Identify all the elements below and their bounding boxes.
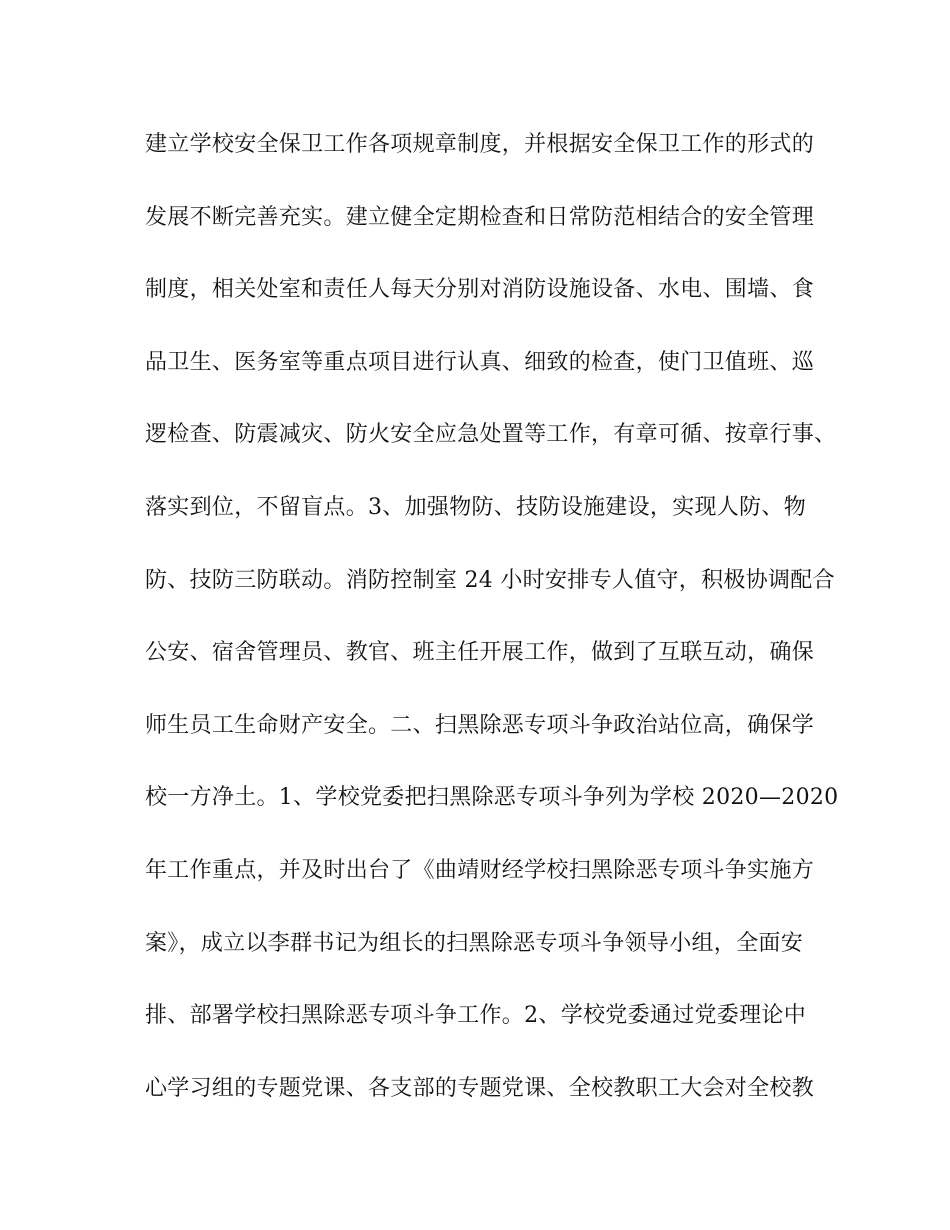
text-line-4: 品卫生、医务室等重点项目进行认真、细致的检查，使门卫值班、巡 [145, 349, 815, 375]
body-text [145, 125, 839, 1141]
text-line-3: 制度，相关处室和责任人每天分别对消防设施设备、水电、围墙、食 [145, 277, 815, 303]
text-line-11: 年工作重点，并及时出台了《曲靖财经学校扫黑除恶专项斗争实施方 [145, 857, 815, 883]
text-line-9: 师生员工生命财产安全。二、扫黑除恶专项斗争政治站位高，确保学 [145, 712, 815, 738]
text-line-5: 逻检查、防震减灾、防火安全应急处置等工作，有章可循、按章行事、 [145, 422, 837, 448]
text-line-1: 建立学校安全保卫工作各项规章制度，并根据安全保卫工作的形式的 [145, 132, 815, 157]
text-line-8: 公安、宿舍管理员、教官、班主任开展工作，做到了互联互动，确保 [145, 640, 815, 666]
text-line-2: 发展不断完善充实。建立健全定期检查和日常防范相结合的安全管理 [145, 204, 815, 230]
text-line-13: 排、部署学校扫黑除恶专项斗争工作。2、学校党委通过党委理论中 [145, 1003, 806, 1029]
text-line-6: 落实到位，不留盲点。3、加强物防、技防设施建设，实现人防、物 [145, 494, 806, 520]
text-line-7: 防、技防三防联动。消防控制室 24 小时安排专人值守，积极协调配合 [145, 567, 835, 593]
text-line-14: 心学习组的专题党课、各支部的专题党课、全校教职工大会对全校教 [145, 1075, 815, 1101]
text-line-12: 案》，成立以李群书记为组长的扫黑除恶专项斗争领导小组，全面安 [145, 930, 804, 956]
text-line-10: 校一方净土。1、学校党委把扫黑除恶专项斗争列为学校 2020—2020 [145, 785, 839, 811]
